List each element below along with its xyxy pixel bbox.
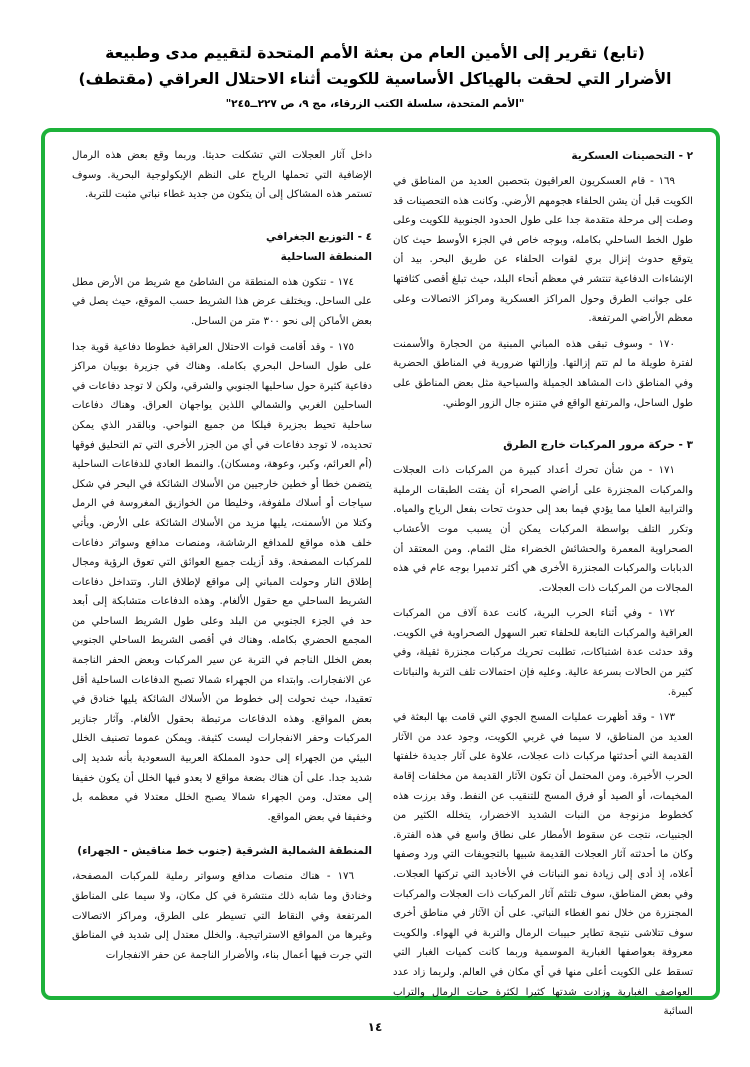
document-header (0, 40, 750, 114)
continuation-paragraph: داخل آثار العجلات التي تشكلت حديثا. وربما وقع بعض هذه الرمال الإضافية التي تحملها الرياح على النظم الإيكولوجية البحرية. وسوف تستمر هذه المشاكل إلى أن يتكون من جديد غطاء نباتي مثبت للتربة. (72, 150, 372, 201)
paragraph-169: ١٦٩ - قام العسكريون العراقيون بتحصين العديد من المناطق في الكويت قبل أن يشن الحلفاء هجومهم الأرضي. وكانت هذه التحصينات قد وصلت إلى مرحلة متقدمة جدا على طول الحدود الجنوبية للكويت وعلى طول الخط الساحلي بكامله، وبوجه خاص في الجزء الأوسط حيث كان يتوقع حدوث إنزال بري لقوات الحلفاء عن طريق البحر. بيد أن الإنشاءات الدفاعية تنتشر في معظم أنحاء البلد، حيث تبلغ أقصى كثافتها على جوانب الطرق وحول المراكز العسكرية ومراكز الاتصالات وعلى معظم الأراضي المرتفعة. (393, 176, 693, 325)
paragraph-171: ١٧١ - من شأن تحرك أعداد كبيرة من المركبات ذات العجلات والمركبات المجنزرة على أراضي الصحراء أن يفتت الطبقات الرملية والترابية العليا مما يؤدي فيما بعد إلى حدوث تحات بفعل الرياح والمياه. وتكرر التلف بواسطة المركبات يمكن أن يسبب موت الأعشاب الصحراوية المعمرة والحشائش الخضراء مثل الثمام. ومن المعتقد أن الدبابات والمركبات المجنزرة الأخرى هي أكثر تدميرا بوجه عام في هذه المجالات من المركبات ذات العجلات. (393, 465, 693, 594)
page-number: ١٤ (367, 1020, 383, 1034)
source-citation: "الأمم المتحدة، سلسلة الكتب الزرقاء، مج ٩، ص ٢٢٧ــ٢٤٥" (225, 98, 525, 110)
section-4-heading: ٤ - التوزيع الجغرافي (266, 230, 372, 243)
right-column (393, 146, 693, 1022)
paragraph-174: ١٧٤ - تتكون هذه المنطقة من الشاطئ مع شريط من الأرض مطل على الساحل. ويختلف عرض هذا الشريط حسب الموقع، حيث يصل في بعض الأماكن إلى نحو ٣٠٠ متر من الساحل. (72, 276, 372, 327)
paragraph-170: ١٧٠ - وسوف تبقى هذه المباني المبنية من الحجارة والأسمنت لفترة طويلة ما لم تتم إزالتها. وإزالتها ضرورية في المناطق الحضرية وفي المناطق ذات المشاهد الجميلة والسياحية مثل بعض المناطق على طول الساحل، والمرتفع الواقع في متنزه جال الزور الوطني. (393, 338, 693, 409)
coastal-zone-subheading: المنطقة الساحلية (280, 250, 372, 263)
paragraph-176: ١٧٦ - هناك منصات مدافع وسواتر رملية للمركبات المصفحة، وخنادق وما شابه ذلك منتشرة في كل مكان، ولا سيما على المناطق المرتفعة وفي النقاط التي تسيطر على الطرق، ومراكز الاتصالات وغيرها من المواقع الاستراتيجية. والخلل معتدل إلى شديد في المناطق التي جرت فيها أعمال بناء، والأضرار الناجمة عن حفر الانفجارات (72, 871, 372, 961)
left-column (72, 146, 372, 965)
northeast-zone-subheading: المنطقة الشمالية الشرقية (جنوب خط مناقيش - الجهراء) (77, 845, 372, 858)
paragraph-172: ١٧٢ - وفي أثناء الحرب البرية، كانت عدة آلاف من المركبات العراقية والمركبات التابعة للحلفاء تعبر السهول الصحراوية في الكويت. وقد حدثت عدة اشتباكات، تطلبت تحريك مركبات مجنزرة ثقيلة، وفي كثير من الحالات بسرعة عالية. وعليه فإن احتمالات تلف التربة والنباتات كبيرة. (393, 608, 693, 698)
title-line-2: الأضرار التي لحقت بالهياكل الأساسية للكويت أثناء الاحتلال العراقي (مقتطف) (78, 70, 672, 88)
title-line-1: (تابع) تقرير إلى الأمين العام من بعثة الأمم المتحدة لتقييم مدى وطبيعة (105, 44, 645, 62)
paragraph-175: ١٧٥ - وقد أقامت قوات الاحتلال العراقية خطوطا دفاعية قوية جدا على طول الساحل البحري بكامله. وهناك في جزيرة بوبيان مراكز دفاعية كثيرة حول ساحليها الجنوبي والشرقي، ولكن لا توجد دفاعات في الساحلين الغربي والشمالي اللذين يواجهان العراق. وهناك دفاعات ساحلية تحيط بجزيرة فيلكا من جميع النواحي. وبالقدر الذي يمكن تحديده، لا توجد دفاعات في أي من الجزر الأخرى التي تم التحليق فوقها (أم العرائم، وكبر، وعوهة، ومسكان). والنمط العادي للدفاعات الساحلية يتضمن خطا أو خطين خارجيين من الأسلاك الشائكة في البحر في شكل سياجات أو أسلاك ملفوفة، وخليطا من الخوازيق المغروسة في الرمل وكتلا من الأسمنت، يليها مزيد من الأسلاك الشائكة على الأرض. ويأتي خلف هذه مواقع للمدافع الرشاشة، ومنصات مدافع وسواتر دفاعات للمركبات المصفحة. وقد أزيلت جميع العوائق التي تعوق الرؤية ومجال إطلاق النار وحولت المباني إلى مواقع لإطلاق النار. وتتداخل دفاعات الشريط الساحلي مع حقول الألغام. وهذه الدفاعات متشابكة إلى أبعد حد في الجزء الجنوبي من البلد وعلى طول الشريط الساحلي من المجمع الحضري بكامله. وهناك في أقصى الشريط الساحلي الجنوبي بعض الخلل الناجم في التربة عن سير المركبات وبعض الحفر الناجمة عن الانفجارات. وابتداء من الجهراء شمالا تصبح الدفاعات الساحلية أقل تعقيدا، حيث تحولت إلى خطوط من الأسلاك الشائكة يليها خنادق في بعض المواقع. وهذه الدفاعات مرتبطة بحقول الألغام. وآثار جنازير المركبات وحفر الانفجارات ليست كثيفة. ويمكن عموما تصنيف الخلل البيئي من الجهراء إلى حدود المملكة العربية السعودية بأنه شديد إلى شديد جدا. على أن هناك بضعة مواقع لا يعدو فيها الخلل أن يكون خفيفا إلى معتدل. ومن الجهراء شمالا يصبح الخلل معتدلا في معظمه بل وخفيفا في بعض المواقع. (72, 341, 372, 823)
section-3-heading: ٣ - حركة مرور المركبات خارج الطرق (503, 439, 693, 452)
paragraph-173: ١٧٣ - وقد أظهرت عمليات المسح الجوي التي قامت بها البعثة في العديد من المناطق، لا سيما في غربي الكويت، وجود عدد من الآثار القديمة التي أحدثتها مركبات ذات عجلات، علاوة على آثار جديدة خلفتها الحرب الأخيرة. ومن المحتمل أن تكون الآثار القديمة من مخلفات إقامة المخيمات، أو الصيد أو فرق المسح للتنقيب عن النفط. وقد برزت هذه كخطوط مزنوجة من النبات الشديد الاخضرار، يتخلله الكثير من الجنبيات، نتجت عن سقوط الأمطار على نطاق واسع في هذه الفترة. وكان ما أحدثته آثار العجلات القديمة شبيها بالتجويفات التي ورد وصفها أعلاه، إذ أدى إلى زيادة نمو النباتات في الأخاديد التي تركتها العجلات. وفي بعض المناطق، سوف تلتئم آثار المركبات ذات العجلات والمركبات المجنزرة من خلال نمو الغطاء النباتي. على أن الآثار في مناطق أخرى سوف تتلاشى نتيجة تطاير حبيبات الرمال والتربة في الهواء. والكويت معروفة بعواصفها الغبارية الموسمية وربما كانت كميات الغبار التي تسقط على الكويت أعلى منها في أي مكان في العالم. ولربما زاد عدد العواصف الغبارية وزادت شدتها كثيرا لكثرة حبات الرمال والتراب السائبة (393, 712, 693, 1018)
section-2-heading: ٢ - التحصينات العسكرية (571, 150, 693, 162)
